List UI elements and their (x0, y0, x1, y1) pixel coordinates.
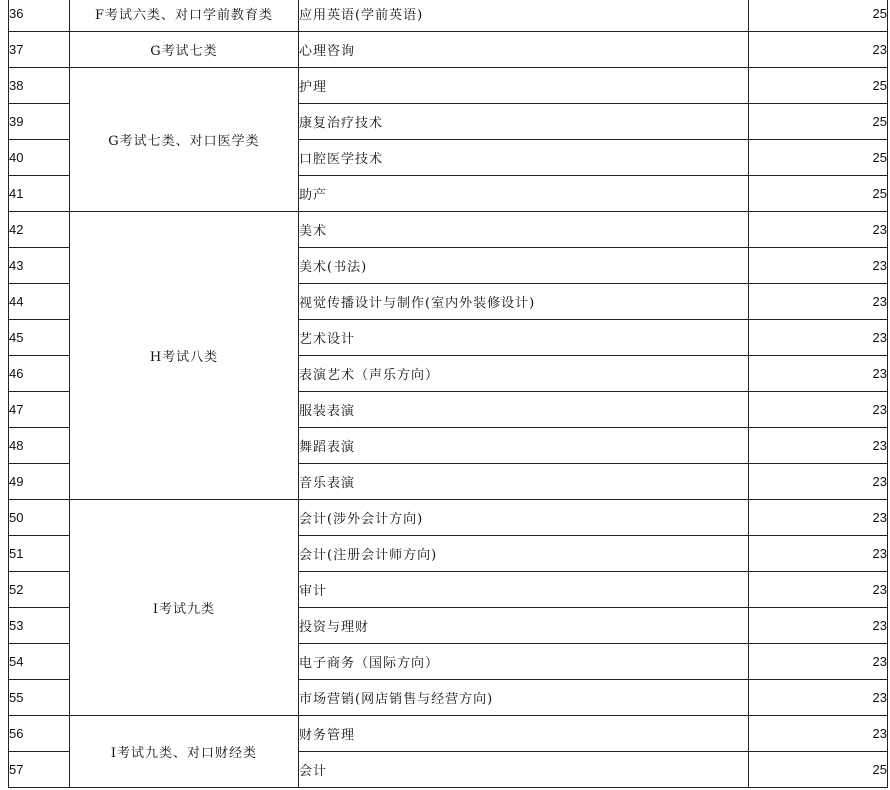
row-number: 38 (9, 68, 70, 104)
major-name: 美术 (299, 212, 749, 248)
score-value: 25 (749, 176, 888, 212)
row-number: 57 (9, 752, 70, 788)
row-number: 43 (9, 248, 70, 284)
major-name: 艺术设计 (299, 320, 749, 356)
score-value: 25 (749, 0, 888, 32)
row-number: 48 (9, 428, 70, 464)
category-cell: G考试七类、对口医学类 (70, 68, 299, 212)
score-value: 23 (749, 464, 888, 500)
category-cell: G考试七类 (70, 32, 299, 68)
major-name: 舞蹈表演 (299, 428, 749, 464)
category-cell: I考试九类、对口财经类 (70, 716, 299, 788)
row-number: 47 (9, 392, 70, 428)
table-row (9, 212, 888, 248)
score-value: 23 (749, 572, 888, 608)
score-value: 23 (749, 680, 888, 716)
major-name: 会计 (299, 752, 749, 788)
row-number: 39 (9, 104, 70, 140)
table-row (9, 0, 888, 32)
major-name: 护理 (299, 68, 749, 104)
row-number: 46 (9, 356, 70, 392)
score-value: 23 (749, 392, 888, 428)
row-number: 54 (9, 644, 70, 680)
major-name: 口腔医学技术 (299, 140, 749, 176)
score-value: 25 (749, 68, 888, 104)
row-number: 45 (9, 320, 70, 356)
row-number: 49 (9, 464, 70, 500)
row-number: 42 (9, 212, 70, 248)
score-value: 23 (749, 608, 888, 644)
score-value: 23 (749, 248, 888, 284)
score-value: 23 (749, 32, 888, 68)
major-name: 会计(涉外会计方向) (299, 500, 749, 536)
major-name: 美术(书法) (299, 248, 749, 284)
major-name: 助产 (299, 176, 749, 212)
table-row (9, 716, 888, 752)
score-value: 23 (749, 284, 888, 320)
major-name: 服装表演 (299, 392, 749, 428)
table-row (9, 68, 888, 104)
table-row (9, 32, 888, 68)
row-number: 36 (9, 0, 70, 32)
category-cell: F考试六类、对口学前教育类 (70, 0, 299, 32)
major-score-table (8, 0, 888, 788)
major-name: 表演艺术（声乐方向） (299, 356, 749, 392)
major-name: 音乐表演 (299, 464, 749, 500)
score-value: 23 (749, 212, 888, 248)
major-name: 视觉传播设计与制作(室内外装修设计) (299, 284, 749, 320)
score-value: 23 (749, 428, 888, 464)
row-number: 56 (9, 716, 70, 752)
major-name: 财务管理 (299, 716, 749, 752)
score-value: 23 (749, 536, 888, 572)
score-value: 25 (749, 140, 888, 176)
major-name: 市场营销(网店销售与经营方向) (299, 680, 749, 716)
row-number: 41 (9, 176, 70, 212)
score-value: 23 (749, 356, 888, 392)
row-number: 55 (9, 680, 70, 716)
category-cell: H考试八类 (70, 212, 299, 500)
major-name: 投资与理财 (299, 608, 749, 644)
row-number: 50 (9, 500, 70, 536)
score-value: 25 (749, 752, 888, 788)
score-value: 23 (749, 320, 888, 356)
row-number: 37 (9, 32, 70, 68)
score-value: 23 (749, 500, 888, 536)
major-name: 心理咨询 (299, 32, 749, 68)
score-value: 23 (749, 716, 888, 752)
row-number: 53 (9, 608, 70, 644)
major-name: 电子商务（国际方向） (299, 644, 749, 680)
major-name: 应用英语(学前英语) (299, 0, 749, 32)
score-value: 23 (749, 644, 888, 680)
row-number: 51 (9, 536, 70, 572)
row-number: 52 (9, 572, 70, 608)
major-name: 审计 (299, 572, 749, 608)
category-cell: I考试九类 (70, 500, 299, 716)
table-row (9, 500, 888, 536)
row-number: 40 (9, 140, 70, 176)
major-name: 会计(注册会计师方向) (299, 536, 749, 572)
row-number: 44 (9, 284, 70, 320)
score-value: 25 (749, 104, 888, 140)
major-name: 康复治疗技术 (299, 104, 749, 140)
